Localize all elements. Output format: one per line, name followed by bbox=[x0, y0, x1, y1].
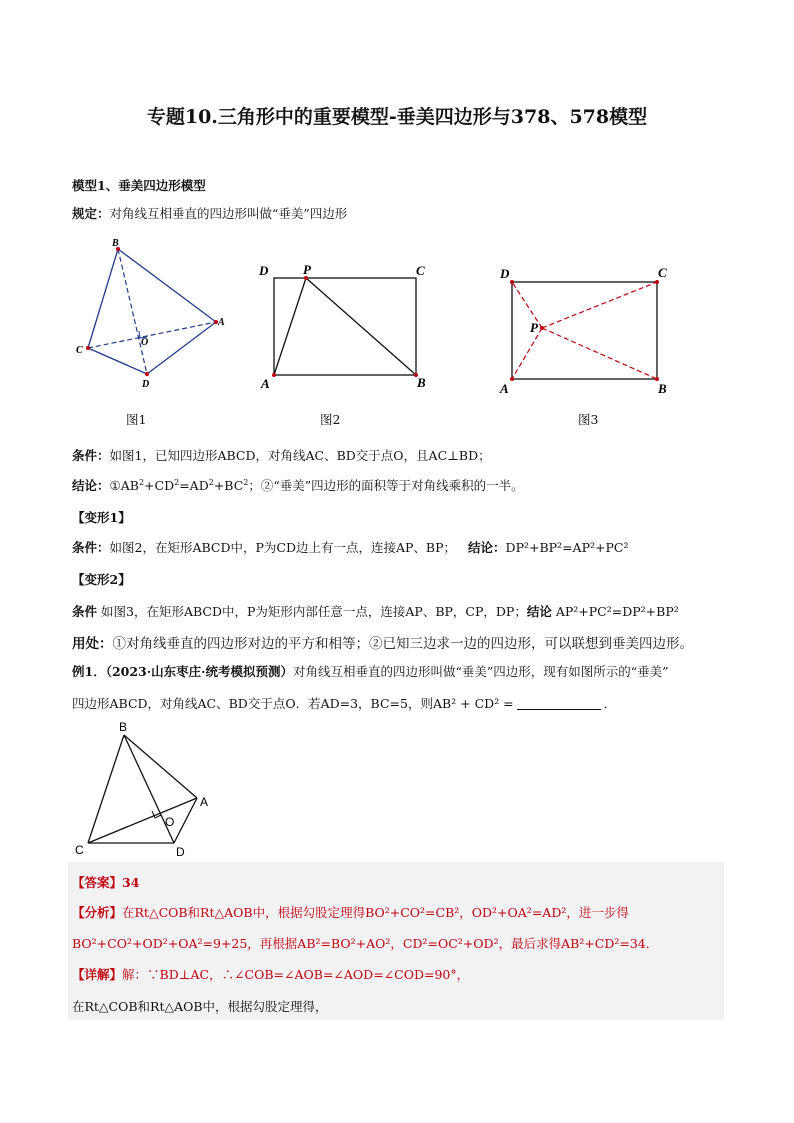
figure-2 bbox=[255, 258, 435, 398]
detail-text-1: 解：∵BD⊥AC，∴∠COB=∠AOB=∠AOD=∠COD=90°， bbox=[122, 967, 470, 982]
variant1-conclusion: DP²+BP²=AP²+PC² bbox=[505, 540, 629, 555]
fig1-label-d: D bbox=[142, 379, 150, 390]
model1-heading: 模型1、垂美四边形模型 bbox=[72, 178, 206, 193]
variant1-line bbox=[72, 538, 628, 556]
analysis-text-1: 在Rt△COB和Rt△AOB中，根据勾股定理得BO²+CO²=CB²，OD²+OA²=AD²，进一步得 bbox=[122, 905, 629, 920]
conclusion1-part-b: +CD bbox=[144, 478, 175, 493]
fig3-label-p: P bbox=[530, 320, 538, 335]
variant1-text: 如图2，在矩形ABCD中，P为CD边上有一点，连接AP、BP； bbox=[109, 540, 457, 555]
condition1-label: 条件： bbox=[72, 448, 110, 463]
example-source: （2023·山东枣庄·统考模拟预测） bbox=[105, 664, 293, 679]
answer-value: 34 bbox=[122, 875, 140, 890]
fig2-label-d: D bbox=[259, 263, 269, 278]
example-figure bbox=[70, 720, 230, 865]
rule-text: 对角线互相垂直的四边形叫做“垂美”四边形 bbox=[109, 206, 348, 221]
answer-label: 【答案】 bbox=[72, 875, 123, 890]
answer-line bbox=[72, 873, 139, 891]
example-label-c: C bbox=[75, 843, 84, 857]
fig3-label-a: A bbox=[500, 381, 509, 396]
condition1-line bbox=[72, 446, 491, 464]
conclusion1-part-a: ①AB bbox=[109, 478, 139, 493]
fig2-label-c: C bbox=[416, 263, 425, 278]
fig2-label-p: P bbox=[303, 262, 311, 277]
example-text-2-end: ． bbox=[603, 696, 617, 711]
fig2-label-a: A bbox=[261, 376, 270, 391]
fig1-label-b: B bbox=[112, 238, 119, 249]
fig1-label-a: A bbox=[218, 317, 225, 328]
variant2-heading: 【变形2】 bbox=[72, 572, 131, 587]
figure-3-caption: 图3 bbox=[578, 412, 599, 427]
fig1-label-o: O bbox=[141, 337, 149, 348]
detail-label: 【详解】 bbox=[72, 967, 123, 982]
figure-3 bbox=[495, 262, 685, 402]
fig2-label-b: B bbox=[417, 375, 426, 390]
conclusion1-part-d: +BC bbox=[213, 478, 244, 493]
variant1-conclusion-label: 结论： bbox=[468, 540, 506, 555]
conclusion1-line: 结论：$①AB^2+CD^2=AD^2+BC^2$；②“垂美”四边形的面积等于对角线乘积的一半。 bbox=[72, 478, 524, 493]
usage-line bbox=[72, 632, 693, 652]
variant1-label: 条件： bbox=[72, 540, 110, 555]
example-label-d: D bbox=[176, 845, 185, 859]
example-label-o: O bbox=[165, 815, 175, 829]
analysis-line-2: BO²+CO²+OD²+OA²=9+25，再根据AB²=BO²+AO²，CD²=OC²+OD²，最后求得AB²+CD²=34． bbox=[72, 936, 659, 951]
example-text-1: 对角线互相垂直的四边形叫做“垂美”四边形，现有如图所示的“垂美” bbox=[292, 664, 669, 679]
conclusion1-label: 结论： bbox=[72, 478, 110, 493]
variant2-text: 如图3，在矩形ABCD中，P为矩形内部任意一点，连接AP、BP，CP，DP； bbox=[101, 604, 527, 619]
answer-blank[interactable] bbox=[517, 697, 601, 710]
example-label: 例1． bbox=[72, 664, 106, 679]
usage-text: ①对角线垂直的四边形对边的平方和相等；②已知三边求一边的四边形，可以联想到垂美四边形。 bbox=[112, 636, 693, 652]
detail-line-2: 在Rt△COB和Rt△AOB中，根据勾股定理得， bbox=[72, 999, 328, 1014]
variant2-label: 条件 bbox=[72, 604, 98, 619]
figure-1 bbox=[70, 235, 230, 395]
page-title: 专题10.三角形中的重要模型-垂美四边形与378、578模型 bbox=[146, 106, 648, 128]
conclusion1-part-c: =AD bbox=[179, 478, 209, 493]
conclusion1-part-e: ；②“垂美”四边形的面积等于对角线乘积的一半。 bbox=[248, 478, 524, 493]
variant1-heading: 【变形1】 bbox=[72, 510, 131, 525]
example-label-b: B bbox=[119, 720, 128, 734]
analysis-line-1 bbox=[72, 903, 629, 921]
usage-label: 用处： bbox=[72, 636, 113, 652]
figure-1-caption: 图1 bbox=[126, 412, 147, 427]
condition1-text: 如图1，已知四边形ABCD，对角线AC、BD交于点O，且AC⊥BD； bbox=[109, 448, 491, 463]
fig3-label-c: C bbox=[658, 265, 667, 280]
analysis-label: 【分析】 bbox=[72, 905, 123, 920]
variant2-conclusion-label: 结论 bbox=[526, 604, 552, 619]
fig3-label-b: B bbox=[658, 381, 667, 396]
rule-label: 规定： bbox=[72, 206, 110, 221]
variant2-line bbox=[72, 602, 679, 620]
fig1-label-c: C bbox=[76, 345, 83, 356]
example-line-1 bbox=[72, 662, 669, 680]
variant2-conclusion: AP²+PC²=DP²+BP² bbox=[555, 604, 679, 619]
rule-line bbox=[72, 204, 347, 222]
fig3-label-d: D bbox=[500, 266, 510, 281]
example-line-2 bbox=[72, 694, 616, 712]
detail-line-1 bbox=[72, 965, 469, 983]
example-text-2: 四边形ABCD，对角线AC、BD交于点O．若AD=3，BC=5，则AB² + CD² = bbox=[72, 696, 514, 711]
figure-2-caption: 图2 bbox=[320, 412, 341, 427]
example-label-a: A bbox=[200, 795, 209, 809]
